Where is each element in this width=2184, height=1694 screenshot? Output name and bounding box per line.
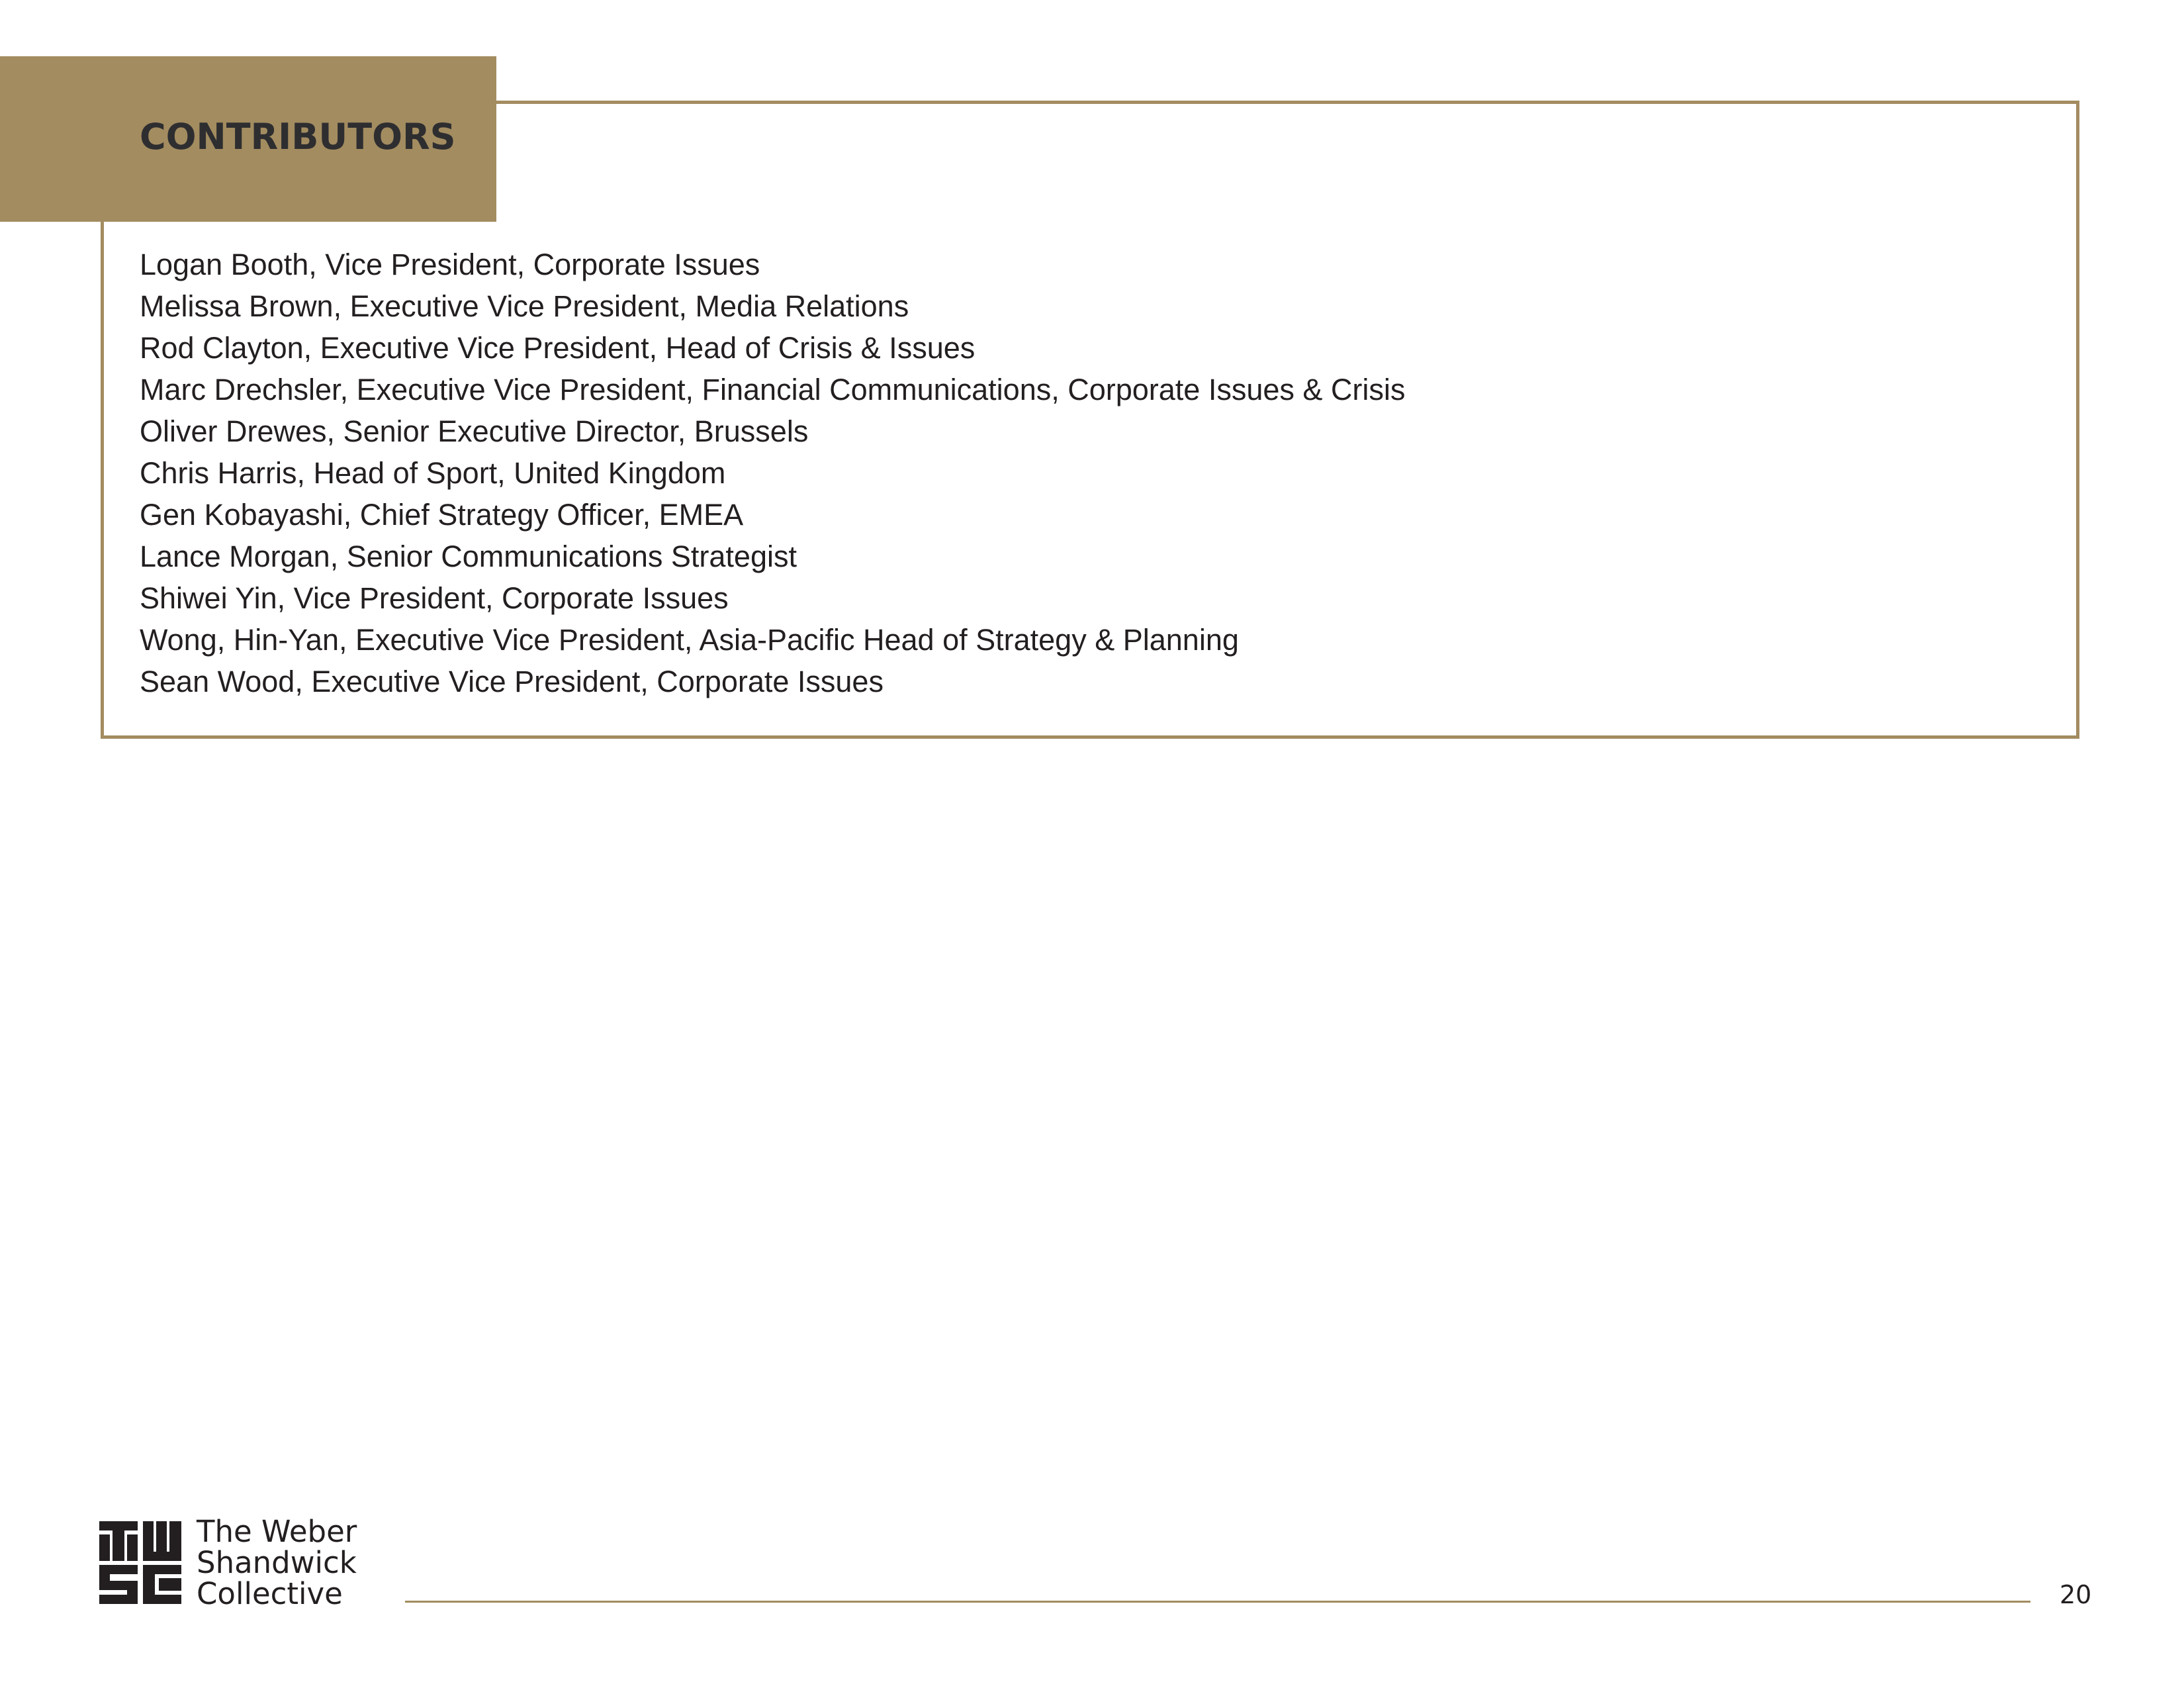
footer-divider — [405, 1601, 2030, 1603]
brand-wordmark — [197, 1516, 357, 1609]
contributors-list — [140, 244, 1405, 702]
list-item: Oliver Drewes, Senior Executive Director, Brussels — [140, 414, 809, 448]
list-item: Melissa Brown, Executive Vice President, Media Relations — [140, 289, 909, 323]
brand-line-1: The Weber — [197, 1514, 357, 1549]
list-item: Chris Harris, Head of Sport, United Kingdom — [140, 456, 726, 490]
list-item: Rod Clayton, Executive Vice President, Head of Crisis & Issues — [140, 331, 976, 365]
list-item: Wong, Hin-Yan, Executive Vice President, Asia-Pacific Head of Strategy & Planning — [140, 623, 1239, 657]
page-title: CONTRIBUTORS — [140, 116, 456, 158]
page-number: 20 — [2060, 1580, 2092, 1609]
brand-line-3: Collective — [197, 1576, 343, 1611]
list-item: Sean Wood, Executive Vice President, Corporate Issues — [140, 665, 884, 698]
list-item: Lance Morgan, Senior Communications Strategist — [140, 540, 797, 573]
list-item: Marc Drechsler, Executive Vice President, Financial Communications, Corporate Issues & Crisis — [140, 373, 1406, 406]
twsc-logo-icon — [99, 1521, 181, 1604]
brand-line-2: Shandwick — [197, 1545, 357, 1580]
list-item: Logan Booth, Vice President, Corporate Issues — [140, 248, 760, 281]
list-item: Shiwei Yin, Vice President, Corporate Issues — [140, 581, 729, 615]
list-item: Gen Kobayashi, Chief Strategy Officer, EMEA — [140, 498, 744, 532]
